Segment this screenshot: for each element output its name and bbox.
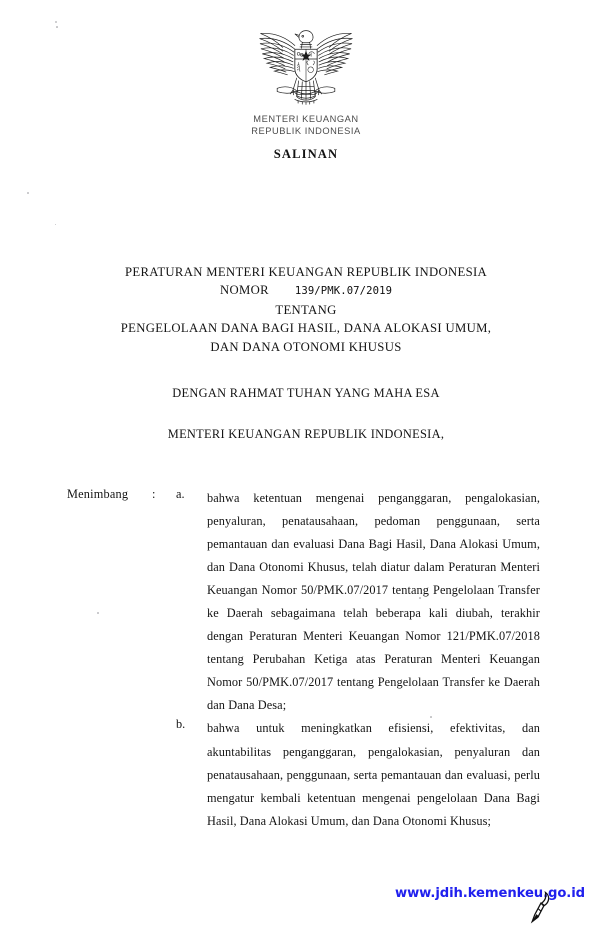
emblem-container [0, 26, 612, 117]
regulation-title: PERATURAN MENTERI KEUANGAN REPUBLIK INDONESIA [124, 265, 488, 279]
considerans-label: Menimbang [67, 487, 129, 501]
considerans-colon: : [152, 487, 156, 501]
garuda-pancasila-emblem [250, 26, 362, 112]
authority-line: MENTERI KEUANGAN REPUBLIK INDONESIA, [167, 427, 445, 441]
considerans-item-b [0, 717, 612, 832]
considerans-section [0, 487, 612, 833]
regulation-number-line [0, 281, 612, 300]
scan-artifact [55, 21, 57, 23]
subject-line-1: PENGELOLAAN DANA BAGI HASIL, DANA ALOKASI UMUM, [120, 321, 492, 336]
subject-line-2: DAN DANA OTONOMI KHUSUS [210, 339, 402, 354]
considerans-item-a [0, 487, 612, 717]
scan-artifact [27, 192, 29, 194]
ministry-name-line1: MENTERI KEUANGAN [253, 114, 359, 124]
nomor-value: 139/PMK.07/2019 [294, 285, 393, 298]
considerans-marker-a: a. [176, 487, 185, 501]
considerans-marker-b: b. [176, 717, 186, 732]
ministry-header [0, 113, 612, 162]
ministry-name-line2: REPUBLIK INDONESIA [251, 126, 361, 137]
nomor-label: NOMOR [219, 283, 269, 298]
tentang-label: TENTANG [275, 302, 337, 317]
jdih-url-watermark[interactable]: www.jdih.kemenkeu.go.id [395, 886, 585, 901]
pen-nib-icon [527, 890, 553, 924]
scan-artifact [55, 224, 56, 225]
copy-mark: SALINAN [273, 146, 339, 161]
considerans-text-b: bahwa untuk meningkatkan efisiensi, efektivitas, dan akuntabilitas penganggaran, pengalokasian, penyaluran dan penatausahaan, penggunaan, serta pemantauan dan evaluasi, perlu mengatur kembali ketentuan mengenai pengelolaan Dana Bagi Hasil, Dana Alokasi Umum, dan Dana Otonomi Khusus; [207, 721, 540, 828]
considerans-text-a: bahwa ketentuan mengenai penganggaran, pengalokasian, penyaluran, penatausahaan, pedoman penggunaan, serta pemantauan dan evaluasi Dana Bagi Hasil, Dana Alokasi Umum, dan Dana Otonomi Khusus, telah diatur dalam Peraturan Menteri Keuangan Nomor 50/PMK.07/2017 tentang Pengelolaan Transfer ke Daerah sebagaimana telah beberapa kali diubah, terakhir dengan Peraturan Menteri Keuangan Nomor 121/PMK.07/2018 tentang Perubahan Ketiga atas Peraturan Menteri Keuangan Nomor 50/PMK.07/2017 tentang Pengelolaan Transfer ke Daerah dan Dana Desa; [207, 491, 540, 713]
regulation-title-block [0, 263, 612, 356]
blessing-line: DENGAN RAHMAT TUHAN YANG MAHA ESA [172, 386, 440, 400]
